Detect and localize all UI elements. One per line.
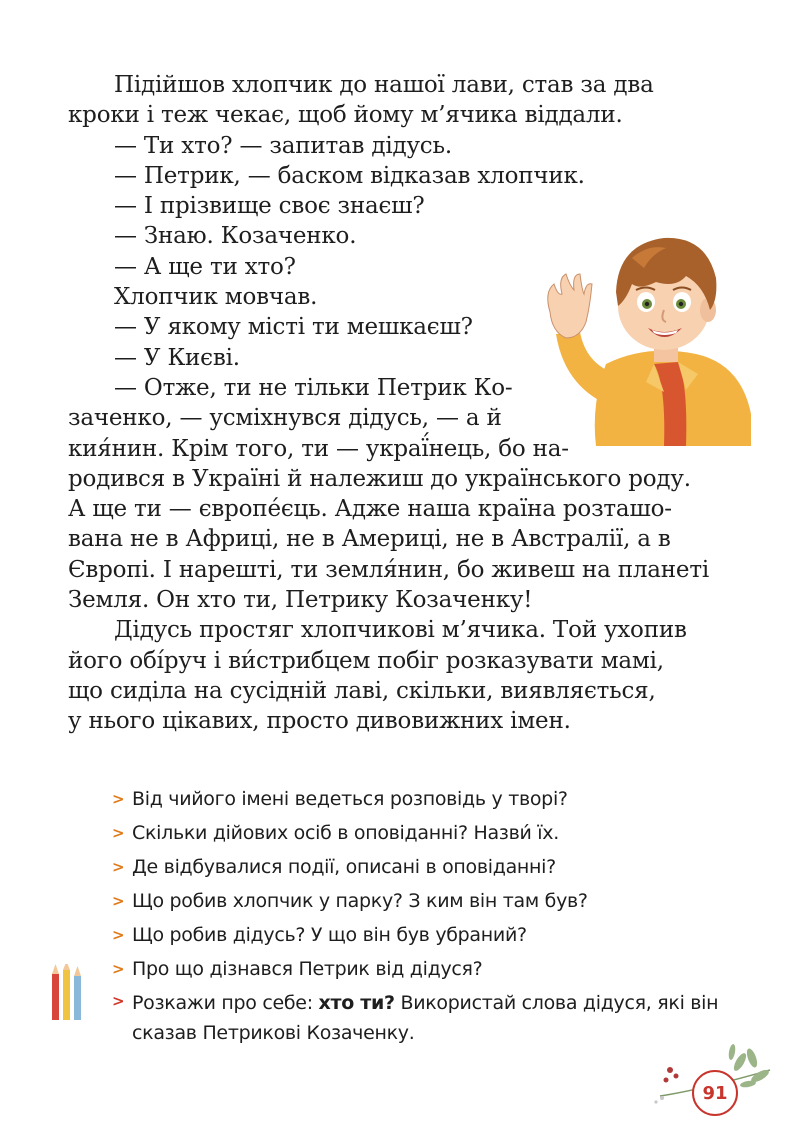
story-line: заченко, — усміхнувся дідусь, — а й	[68, 405, 502, 432]
question-item	[112, 850, 732, 884]
story-line: родився в Україні й належиш до українського роду.	[68, 465, 691, 492]
story-line: кроки і теж чекає, щоб йому м’ячика віддали.	[68, 102, 623, 129]
question-text: Від чийого імені ведеться розповідь у творі?	[132, 788, 568, 810]
question-list	[112, 782, 732, 1048]
chevron-right-icon: >	[112, 790, 125, 808]
story-line: кия́нин. Крім того, ти — украї́нець, бо на-	[68, 435, 569, 462]
story-line: — І прізвище своє знаєш?	[114, 193, 425, 220]
task-text-bold: хто ти?	[318, 992, 395, 1014]
story-line: — У Києві.	[114, 344, 240, 371]
chevron-right-icon: >	[112, 926, 125, 944]
question-item	[112, 918, 732, 952]
pencils-icon	[50, 964, 84, 1020]
story-line: вана не в Африці, не в Америці, не в Австралії, а в	[68, 526, 671, 553]
chevron-right-icon: >	[112, 858, 125, 876]
question-text: Що робив хлопчик у парку? З ким він там був?	[132, 890, 588, 912]
question-item	[112, 884, 732, 918]
story-line: — Отже, ти не тільки Петрик Ко-	[114, 374, 513, 401]
story-line: Хлопчик мовчав.	[114, 284, 318, 311]
question-item	[112, 816, 732, 850]
story-line: Європі. І нарешті, ти земля́нин, бо живеш на планеті	[68, 556, 709, 583]
task-text-suffix: Використай слова дідуся, які він сказав Петрикові Козаченку.	[132, 992, 719, 1044]
question-text: Про що дізнався Петрик від дідуся?	[132, 958, 483, 980]
chevron-right-icon: >	[112, 824, 125, 842]
question-item	[112, 782, 732, 816]
chevron-right-icon: >	[112, 892, 125, 910]
story-line: його обі́руч і ви́стрибцем побіг розказувати мамі,	[68, 647, 664, 674]
story-line: Підійшов хлопчик до нашої лави, став за два	[114, 72, 654, 98]
chevron-right-icon: >	[112, 960, 125, 978]
boy-waving-illustration	[536, 214, 756, 446]
story-line: Земля. Он хто ти, Петрику Козаченку!	[68, 587, 533, 614]
task-text-prefix: Розкажи про себе:	[132, 992, 319, 1014]
story-line: у нього цікавих, просто дивовижних імен.	[68, 708, 571, 735]
question-text: Де відбувалися події, описані в оповіданні?	[132, 856, 556, 878]
story-line: — У якому місті ти мешкаєш?	[114, 314, 473, 341]
story-line: — Знаю. Козаченко.	[114, 223, 357, 250]
question-text: Що робив дідусь? У що він був убраний?	[132, 924, 527, 946]
task-item	[112, 986, 732, 1048]
page-number: 91	[692, 1070, 738, 1116]
question-item	[112, 952, 732, 986]
story-line: А ще ти — європе́єць. Адже наша країна розташо-	[68, 496, 672, 523]
story-line: — А ще ти хто?	[114, 253, 296, 280]
story-line: що сиділа на сусідній лаві, скільки, виявляється,	[68, 677, 656, 704]
page-number-decoration	[640, 1040, 780, 1130]
story-line: — Ти хто? — запитав дідусь.	[114, 132, 452, 159]
story-line: — Петрик, — баском відказав хлопчик.	[114, 162, 585, 189]
story-line: Дідусь простяг хлопчикові м’ячика. Той ухопив	[114, 617, 687, 644]
chevron-right-icon: >	[112, 992, 125, 1010]
question-text: Скільки дійових осіб в оповіданні? Назви́ їх.	[132, 822, 559, 844]
